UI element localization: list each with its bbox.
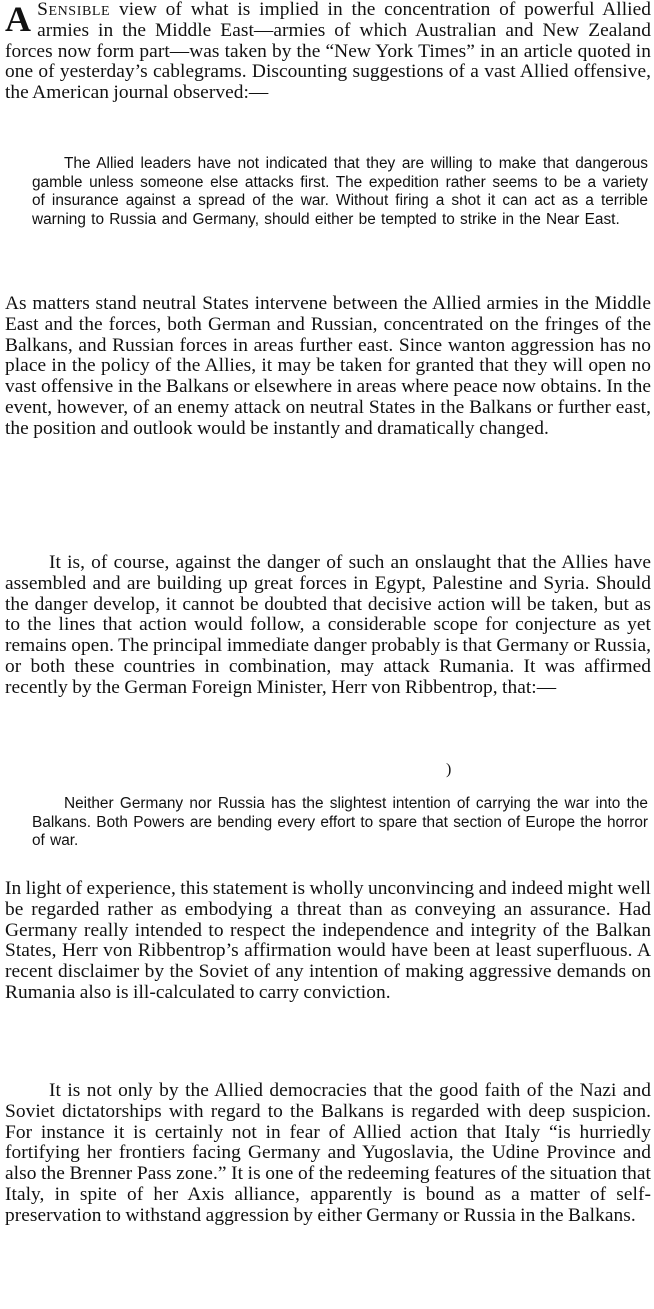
paragraph-neutral-states: As matters stand neutral States intervene between the Allied armies in the Middle East and the forces, both German and Russian, concentrated on the fringes of the Balkans, and Russian forces in areas further east. Since wanton aggression has no place in the policy of the Allies, it may be taken for granted that they will open no vast offensive in the Balkans or elsewhere in areas where peace now obtains. In the event, however, of an enemy attack on neutral States in the Balkans or further east, the position and outlook would be instantly and dramatically changed. [5,293,651,439]
quote-allied-leaders: The Allied leaders have not indicated that they are willing to make that dangerous gamble unless someone else attacks first. The expedition rather seems to be a variety of insurance against a spread of the war. Without firing a shot it can act as a terrible warning to Russia and Germany, should either be tempted to strike in the Near East. [32,155,648,228]
lead-smallcaps-word: Sensible [37,0,111,20]
drop-cap: A [5,0,32,39]
paragraph-onslaught: It is, of course, against the danger of such an onslaught that the Allies have assembled and are building up great forces in Egypt, Palestine and Syria. Should the danger develop, it cannot be doubted that decisive action will be taken, but as to the lines that action would follow, a considerable scope for conjecture as yet remains open. The principal immediate danger probably is that Germany or Russia, or both these countries in combination, may attack Rumania. It was affirmed recently by the German Foreign Minister, Herr von Ribbentrop, that:— [5,552,651,698]
paragraph-light-of-experience: In light of experience, this statement is wholly unconvincing and indeed might well be regarded rather as embodying a threat than as conveying an assurance. Had Germany really intended to respect the independence and integrity of the Balkan States, Herr von Ribbentrop’s affirmation would have been at least superfluous. A recent disclaimer by the Soviet of any intention of making aggressive demands on Rumania also is ill-calculated to carry conviction. [5,878,651,1003]
print-artifact-mark: ) [446,761,452,778]
lead-paragraph-text: view of what is implied in the concentration of powerful Allied armies in the Middle East—armies of which Australian and New Zealand forces now form part—was taken by the “New York Times” in an article quoted in one of yesterday’s cablegrams. Discounting suggestions of a vast Allied offensive, the American journal observed:— [5,0,651,103]
quote-ribbentrop: Neither Germany nor Russia has the slightest intention of carrying the war into the Balkans. Both Powers are bending every effort to spare that section of Europe the horror of war. [32,795,649,849]
lead-paragraph [5,0,651,104]
paragraph-good-faith: It is not only by the Allied democracies that the good faith of the Nazi and Soviet dictatorships with regard to the Balkans is regarded with deep suspicion. For instance it is certainly not in fear of Allied action that Italy “is hurriedly fortifying her frontiers facing Germany and Yugoslavia, the Udine Province and also the Brenner Pass zone.” It is one of the redeeming features of the situation that Italy, in spite of her Axis alliance, apparently is bound as a matter of self-preservation to withstand aggression by either Germany or Russia in the Balkans. [5,1080,651,1226]
